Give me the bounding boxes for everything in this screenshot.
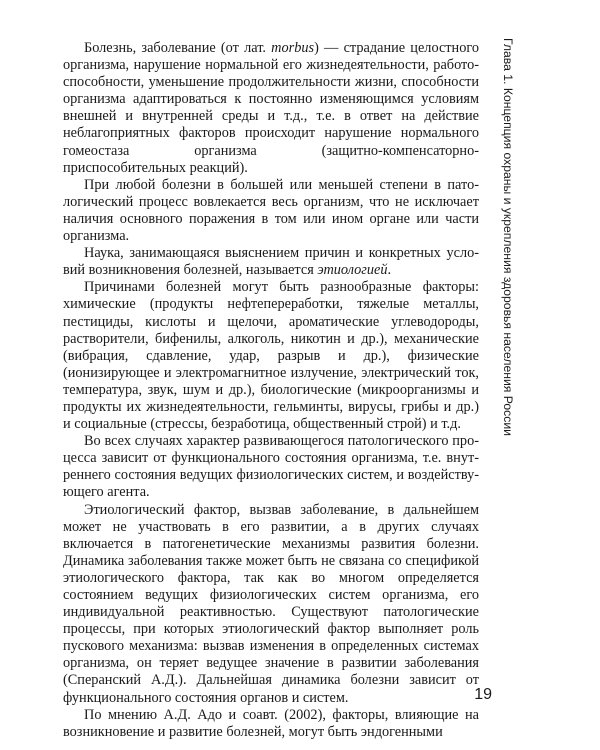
etiology-term: этиологией xyxy=(317,262,388,279)
paragraph-text: Наука, занимающаяся выяснением причин и конкретных условий возникновения болезней, называется xyxy=(63,245,479,279)
latin-term: morbus xyxy=(271,40,315,56)
page-number: 19 xyxy=(474,686,492,703)
paragraph-ado-opinion: По мнению А.Д. Адо и соавт. (2002), факторы, влияющие на возникновение и развитие болезней, могут быть эндогенными xyxy=(63,706,479,740)
paragraph-disease-causes: Причинами болезней могут быть разнообразные факторы: химические (продукты нефтепереработки, тяжелые металлы, пестициды, кислоты и щелочи, ароматические углеводороды, растворители, бифенилы, алкоголь, никотин и др.), механические (вибрация, сдавление, удар, разрыв и др.), физические (ионизирующее и электромагнитное излучение, электрический ток, температура, звук, шум и др.), биологические (микроорганизмы и продукты их жизнедеятельности, гельминты, вирусы, грибы и др.) и социальные (стрессы, безработица, общественный строй) и т.д. xyxy=(63,279,479,433)
paragraph-disease-definition xyxy=(63,40,479,177)
running-head: Глава 1. Концепция охраны и укрепления здоровья населения России xyxy=(501,38,515,436)
paragraph-text: . xyxy=(387,262,392,279)
paragraph-etiological-factor: Этиологический фактор, вызвав заболевание, в дальнейшем может не участвовать в его развитии, а в других случаях включается в патогенетические механизмы развития болезни. Динамика заболевания также может быть не связана со спецификой этиологического фактора, так как во многом определяется состоянием ведущих физиологических систем организма, его индивидуальной реактивностью. Существуют патологические процессы, при которых этиологический фактор выполняет роль пускового механизма: вызвав изменения в определенных системах организма, он теряет ведущее значение в развитии заболевания (Сперанский А.Д.). Дальнейшая динамика болезни зависит от функционального состояния органов и систем. xyxy=(63,501,479,706)
paragraph-text: Болезнь, заболевание (от лат. xyxy=(84,40,272,56)
body-text xyxy=(63,40,479,741)
paragraph-etiology-definition xyxy=(63,245,479,279)
paragraph-whole-organism: При любой болезни в большей или меньшей степени в патологический процесс вовлекается весь организм, что не исключает наличия основного поражения в том или ином органе или части организма. xyxy=(63,176,479,245)
paragraph-text: ) — страдание целостного организма, нарушение нормальной его жизнедеятельности, работоспособности, уменьшение продолжительности жизни, способности организма адаптироваться к постоянно изменяющимся условиям внешней и внутренней среды и т.д., т.е. в ответ на действие неблагоприятных факторов происходит нарушение нормального гомеостаза организма (защитно-компенсаторно-приспособительных реакций). xyxy=(63,40,479,176)
paragraph-functional-state: Во всех случаях характер развивающегося патологического процесса зависит от функционального состояния организма, т.е. внутреннего состояния ведущих физиологических систем, и воздействующего агента. xyxy=(63,433,479,501)
